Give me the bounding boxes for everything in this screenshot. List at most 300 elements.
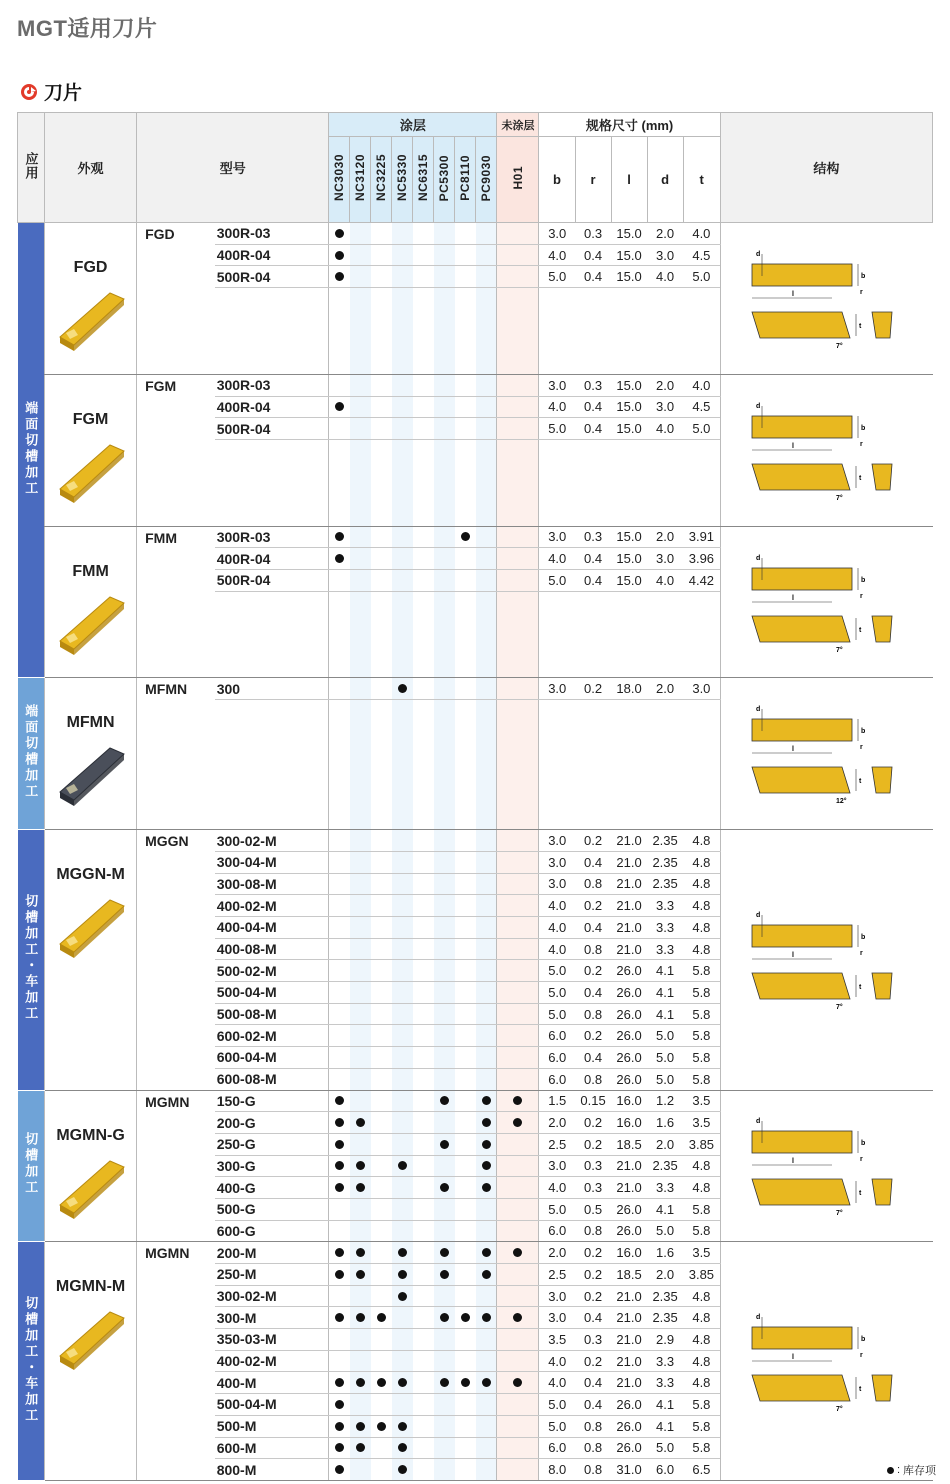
grade-cell [371, 830, 392, 852]
grade-cell [371, 1133, 392, 1155]
grade-cell [371, 678, 392, 700]
dimension-value: 5.8 [683, 1068, 720, 1090]
grade-cell [329, 917, 350, 939]
model-number [215, 700, 329, 722]
grade-cell-h01 [497, 1242, 539, 1264]
dimension-value: 2.0 [539, 1112, 575, 1134]
grade-cell [434, 786, 455, 808]
grade-cell [329, 960, 350, 982]
grade-cell [371, 1177, 392, 1199]
grade-cell [455, 786, 476, 808]
grade-cell [371, 613, 392, 635]
grade-cell [476, 1350, 497, 1372]
dimension-value [575, 743, 611, 765]
dimension-value: 0.4 [575, 1372, 611, 1394]
grade-cell [413, 309, 434, 331]
grade-cell [476, 223, 497, 245]
grade-cell [371, 1459, 392, 1481]
model-number [215, 765, 329, 787]
grade-cell [455, 721, 476, 743]
grade-cell [413, 786, 434, 808]
stock-dot-icon [356, 1378, 365, 1387]
grade-cell [413, 1329, 434, 1351]
grade-cell [455, 1394, 476, 1416]
grade-cell-h01 [497, 461, 539, 483]
grade-cell-h01 [497, 721, 539, 743]
dimension-value [539, 288, 575, 310]
dimension-value: 4.1 [647, 982, 683, 1004]
dimension-value: 2.35 [647, 1155, 683, 1177]
dimension-value [539, 309, 575, 331]
dimension-value [539, 591, 575, 613]
svg-text:r: r [859, 440, 863, 448]
dimension-value: 3.91 [683, 526, 720, 548]
grade-cell [413, 353, 434, 375]
dimension-value: 21.0 [611, 1177, 647, 1199]
grade-cell [329, 1285, 350, 1307]
dimension-value: 0.8 [575, 1003, 611, 1025]
grade-cell [476, 288, 497, 310]
model-number: 300-04-M [215, 851, 329, 873]
grade-cell [413, 851, 434, 873]
stock-dot-icon [440, 1378, 449, 1387]
dimension-value [611, 765, 647, 787]
dimension-value [611, 700, 647, 722]
dimension-value: 6.0 [539, 1437, 575, 1459]
grade-cell [350, 439, 371, 461]
grade-cell-h01 [497, 504, 539, 526]
grade-cell [329, 765, 350, 787]
grade-cell [455, 613, 476, 635]
grade-cell [371, 960, 392, 982]
dimension-value: 5.0 [539, 1003, 575, 1025]
grade-cell [455, 1198, 476, 1220]
grade-cell [329, 1068, 350, 1090]
grade-cell [371, 1220, 392, 1242]
grade-cell [350, 374, 371, 396]
grade-cell [434, 1025, 455, 1047]
grade-cell [371, 938, 392, 960]
dimension-value: 6.5 [683, 1459, 720, 1481]
header-model: 型号 [137, 113, 329, 223]
dimension-value: 4.8 [683, 1307, 720, 1329]
model-number: 150-G [215, 1090, 329, 1112]
grade-cell [371, 1437, 392, 1459]
dimension-value [539, 461, 575, 483]
grade-cell [329, 938, 350, 960]
grade-cell [434, 244, 455, 266]
grade-cell [455, 461, 476, 483]
grade-cell-h01 [497, 1112, 539, 1134]
grade-cell [434, 223, 455, 245]
dimension-value: 4.8 [683, 917, 720, 939]
grade-cell [413, 873, 434, 895]
stock-dot-icon [377, 1422, 386, 1431]
stock-dot-icon [335, 1270, 344, 1279]
dimension-value: 15.0 [611, 266, 647, 288]
grade-cell [329, 396, 350, 418]
dimension-value: 4.0 [539, 895, 575, 917]
grade-cell [350, 266, 371, 288]
dimension-value [575, 353, 611, 375]
dimension-value: 3.0 [539, 873, 575, 895]
grade-cell [434, 938, 455, 960]
dimension-value [575, 591, 611, 613]
dimension-value: 4.8 [683, 1285, 720, 1307]
model-number [215, 656, 329, 678]
grade-cell [476, 1025, 497, 1047]
svg-text:b: b [860, 1335, 865, 1343]
grade-cell [329, 1350, 350, 1372]
grade-cell [329, 851, 350, 873]
grade-cell [455, 548, 476, 570]
dimension-value [647, 743, 683, 765]
dimension-value: 5.0 [539, 418, 575, 440]
structure-diagram-icon [732, 1305, 922, 1415]
dimension-value: 15.0 [611, 548, 647, 570]
grade-cell [350, 504, 371, 526]
grade-cell-h01 [497, 613, 539, 635]
grade-cell [434, 439, 455, 461]
grade-cell [455, 851, 476, 873]
grade-cell-h01 [497, 1415, 539, 1437]
dimension-value: 4.0 [539, 548, 575, 570]
dimension-value: 4.0 [683, 223, 720, 245]
dimension-value: 5.8 [683, 1003, 720, 1025]
dimension-value [539, 331, 575, 353]
dimension-value: 21.0 [611, 851, 647, 873]
svg-text:l: l [791, 952, 794, 960]
grade-cell [392, 396, 413, 418]
stock-dot-icon [440, 1270, 449, 1279]
grade-cell [476, 1155, 497, 1177]
dimension-value: 4.8 [683, 1372, 720, 1394]
grade-cell [392, 374, 413, 396]
grade-cell [476, 244, 497, 266]
dimension-value: 4.0 [683, 374, 720, 396]
dimension-value: 4.8 [683, 1329, 720, 1351]
grade-cell [455, 331, 476, 353]
dimension-value: 0.4 [575, 1394, 611, 1416]
grade-cell [413, 1220, 434, 1242]
grade-cell [455, 353, 476, 375]
structure-cell [720, 374, 932, 526]
stock-dot-icon [461, 1313, 470, 1322]
grade-cell [476, 700, 497, 722]
grade-cell-h01 [497, 1155, 539, 1177]
svg-text:d: d [755, 706, 760, 714]
grade-cell [329, 483, 350, 505]
dimension-value: 2.0 [647, 1264, 683, 1286]
grade-cell [476, 570, 497, 592]
grade-cell-h01 [497, 1198, 539, 1220]
svg-text:7°: 7° [835, 1210, 843, 1218]
grade-cell [350, 548, 371, 570]
grade-cell [476, 1372, 497, 1394]
grade-cell [434, 873, 455, 895]
grade-cell [392, 765, 413, 787]
grade-cell [434, 1177, 455, 1199]
model-number [215, 353, 329, 375]
grade-cell [434, 461, 455, 483]
grade-cell [434, 1090, 455, 1112]
dimension-value: 5.0 [683, 266, 720, 288]
dimension-value: 4.0 [647, 570, 683, 592]
dimension-value [647, 309, 683, 331]
dimension-value: 5.8 [683, 1394, 720, 1416]
grade-cell [455, 982, 476, 1004]
model-number: 200-G [215, 1112, 329, 1134]
dimension-value: 15.0 [611, 570, 647, 592]
svg-text:7°: 7° [835, 646, 843, 654]
dimension-value: 0.4 [575, 1047, 611, 1069]
structure-cell [720, 830, 932, 1090]
dimension-value: 0.3 [575, 1177, 611, 1199]
dimension-value [647, 721, 683, 743]
dimension-value: 1.6 [647, 1242, 683, 1264]
grade-cell [329, 873, 350, 895]
dimension-value: 0.2 [575, 1112, 611, 1134]
grade-cell [413, 1437, 434, 1459]
appearance-cell [45, 1242, 137, 1481]
grade-cell [371, 1068, 392, 1090]
dimension-value [647, 613, 683, 635]
grade-cell [455, 1112, 476, 1134]
structure-cell [720, 526, 932, 678]
grade-cell [455, 526, 476, 548]
dimension-value: 0.2 [575, 1285, 611, 1307]
header-dimensions: 规格尺寸 (mm) [539, 113, 720, 137]
dimension-value: 0.8 [575, 873, 611, 895]
grade-cell [350, 917, 371, 939]
grade-cell [434, 504, 455, 526]
grade-cell [413, 656, 434, 678]
grade-cell [455, 656, 476, 678]
dimension-value: 26.0 [611, 1394, 647, 1416]
dimension-value [647, 765, 683, 787]
svg-text:t: t [858, 778, 861, 786]
grade-cell [350, 331, 371, 353]
dimension-value: 4.0 [539, 1350, 575, 1372]
dimension-value [683, 439, 720, 461]
grade-cell [455, 418, 476, 440]
grade-cell [350, 700, 371, 722]
grade-cell [350, 591, 371, 613]
dimension-value: 5.8 [683, 1415, 720, 1437]
dimension-value: 6.0 [539, 1068, 575, 1090]
grade-cell [350, 1242, 371, 1264]
insert-image-icon [52, 437, 130, 507]
dimension-value: 5.0 [539, 982, 575, 1004]
grade-cell [392, 418, 413, 440]
svg-text:d: d [755, 912, 760, 920]
grade-cell [392, 1003, 413, 1025]
grade-cell [476, 635, 497, 657]
grade-cell [413, 1285, 434, 1307]
grade-cell-h01 [497, 439, 539, 461]
svg-text:r: r [859, 288, 863, 296]
dimension-value [611, 288, 647, 310]
dimension-value: 0.2 [575, 1350, 611, 1372]
grade-cell [350, 1177, 371, 1199]
stock-dot-icon [513, 1313, 522, 1322]
dimension-value [539, 808, 575, 830]
grade-cell [413, 1415, 434, 1437]
dimension-value: 5.0 [647, 1068, 683, 1090]
grade-cell [350, 678, 371, 700]
grade-cell [434, 982, 455, 1004]
dimension-value [683, 591, 720, 613]
grade-cell [350, 1459, 371, 1481]
dimension-value: 3.5 [683, 1242, 720, 1264]
grade-cell [413, 743, 434, 765]
dimension-value: 5.8 [683, 1437, 720, 1459]
model-number [215, 439, 329, 461]
grade-cell-h01 [497, 353, 539, 375]
grade-cell [455, 635, 476, 657]
grade-cell [413, 1394, 434, 1416]
stock-dot-icon [398, 1422, 407, 1431]
grade-cell [476, 960, 497, 982]
grade-cell [392, 613, 413, 635]
stock-dot-icon [335, 402, 344, 411]
grade-cell [392, 1415, 413, 1437]
model-number [215, 331, 329, 353]
grade-header-pc9030: PC9030 [476, 137, 497, 223]
structure-diagram-icon [732, 394, 922, 504]
table-row [18, 1090, 933, 1112]
grade-cell [350, 982, 371, 1004]
stock-dot-icon [335, 1400, 344, 1409]
grade-cell [392, 244, 413, 266]
dimension-value: 4.5 [683, 244, 720, 266]
stock-dot-icon [440, 1183, 449, 1192]
dimension-value: 2.0 [539, 1242, 575, 1264]
dimension-value: 3.0 [647, 396, 683, 418]
insert-image-icon [52, 1304, 130, 1374]
model-number [215, 591, 329, 613]
grade-cell-h01 [497, 1350, 539, 1372]
model-number: 300-02-M [215, 830, 329, 852]
grade-cell [392, 895, 413, 917]
grade-cell [392, 960, 413, 982]
dimension-value [539, 439, 575, 461]
grade-cell [434, 591, 455, 613]
grade-cell [434, 1112, 455, 1134]
grade-cell [392, 982, 413, 1004]
dimension-value [539, 504, 575, 526]
dimension-value: 2.35 [647, 830, 683, 852]
stock-dot-icon [335, 532, 344, 541]
grade-cell [455, 808, 476, 830]
dimension-value: 0.2 [575, 1264, 611, 1286]
dimension-value: 4.0 [647, 418, 683, 440]
grade-cell-h01 [497, 548, 539, 570]
dimension-value [611, 786, 647, 808]
grade-cell [434, 1133, 455, 1155]
grade-cell [455, 1372, 476, 1394]
section-heading [20, 78, 82, 105]
table-row [18, 223, 933, 245]
grade-cell [413, 678, 434, 700]
dimension-value: 15.0 [611, 374, 647, 396]
grade-cell [476, 808, 497, 830]
grade-cell [392, 808, 413, 830]
dimension-value: 5.0 [647, 1025, 683, 1047]
table-row [18, 1242, 933, 1264]
dimension-value: 0.4 [575, 418, 611, 440]
stock-dot-icon [335, 251, 344, 260]
grade-cell-h01 [497, 1047, 539, 1069]
dimension-value [575, 483, 611, 505]
grade-cell [434, 374, 455, 396]
svg-text:b: b [860, 424, 865, 432]
model-number [215, 808, 329, 830]
model-number [215, 504, 329, 526]
dimension-value [575, 309, 611, 331]
grade-cell [329, 1394, 350, 1416]
series-cell: FGD [137, 223, 215, 375]
grade-cell [392, 439, 413, 461]
grade-cell [455, 1285, 476, 1307]
grade-cell [413, 223, 434, 245]
grade-cell [329, 1198, 350, 1220]
stock-dot-icon [335, 1161, 344, 1170]
stock-dot-icon [335, 1422, 344, 1431]
dimension-value [575, 635, 611, 657]
dimension-value: 26.0 [611, 1437, 647, 1459]
grade-cell-h01 [497, 1459, 539, 1481]
model-number: 500-02-M [215, 960, 329, 982]
grade-cell [392, 917, 413, 939]
dimension-value [647, 786, 683, 808]
grade-cell [434, 1285, 455, 1307]
dimension-value [683, 288, 720, 310]
dimension-value: 0.3 [575, 223, 611, 245]
grade-cell [392, 721, 413, 743]
dimension-value: 5.0 [647, 1437, 683, 1459]
grade-cell [434, 353, 455, 375]
grade-cell [329, 613, 350, 635]
grade-cell [476, 895, 497, 917]
stock-dot-icon [398, 684, 407, 693]
grade-cell [413, 917, 434, 939]
grade-cell [413, 1155, 434, 1177]
structure-diagram-icon [732, 1109, 922, 1219]
stock-dot-icon [461, 532, 470, 541]
grade-cell [413, 1350, 434, 1372]
dimension-value: 16.0 [611, 1090, 647, 1112]
dimension-value: 0.2 [575, 895, 611, 917]
grade-cell [434, 288, 455, 310]
dim-header-l: l [611, 137, 647, 223]
grade-cell [392, 353, 413, 375]
grade-cell-h01 [497, 678, 539, 700]
header-appearance: 外观 [45, 113, 137, 223]
grade-cell [476, 721, 497, 743]
grade-cell [392, 1394, 413, 1416]
svg-text:t: t [858, 626, 861, 634]
stock-dot-icon [335, 1140, 344, 1149]
grade-cell [455, 396, 476, 418]
grade-cell [434, 700, 455, 722]
grade-cell [455, 309, 476, 331]
dimension-value: 4.8 [683, 1177, 720, 1199]
dim-header-d: d [647, 137, 683, 223]
series-cell: FMM [137, 526, 215, 678]
grade-cell [329, 743, 350, 765]
grade-cell-h01 [497, 786, 539, 808]
